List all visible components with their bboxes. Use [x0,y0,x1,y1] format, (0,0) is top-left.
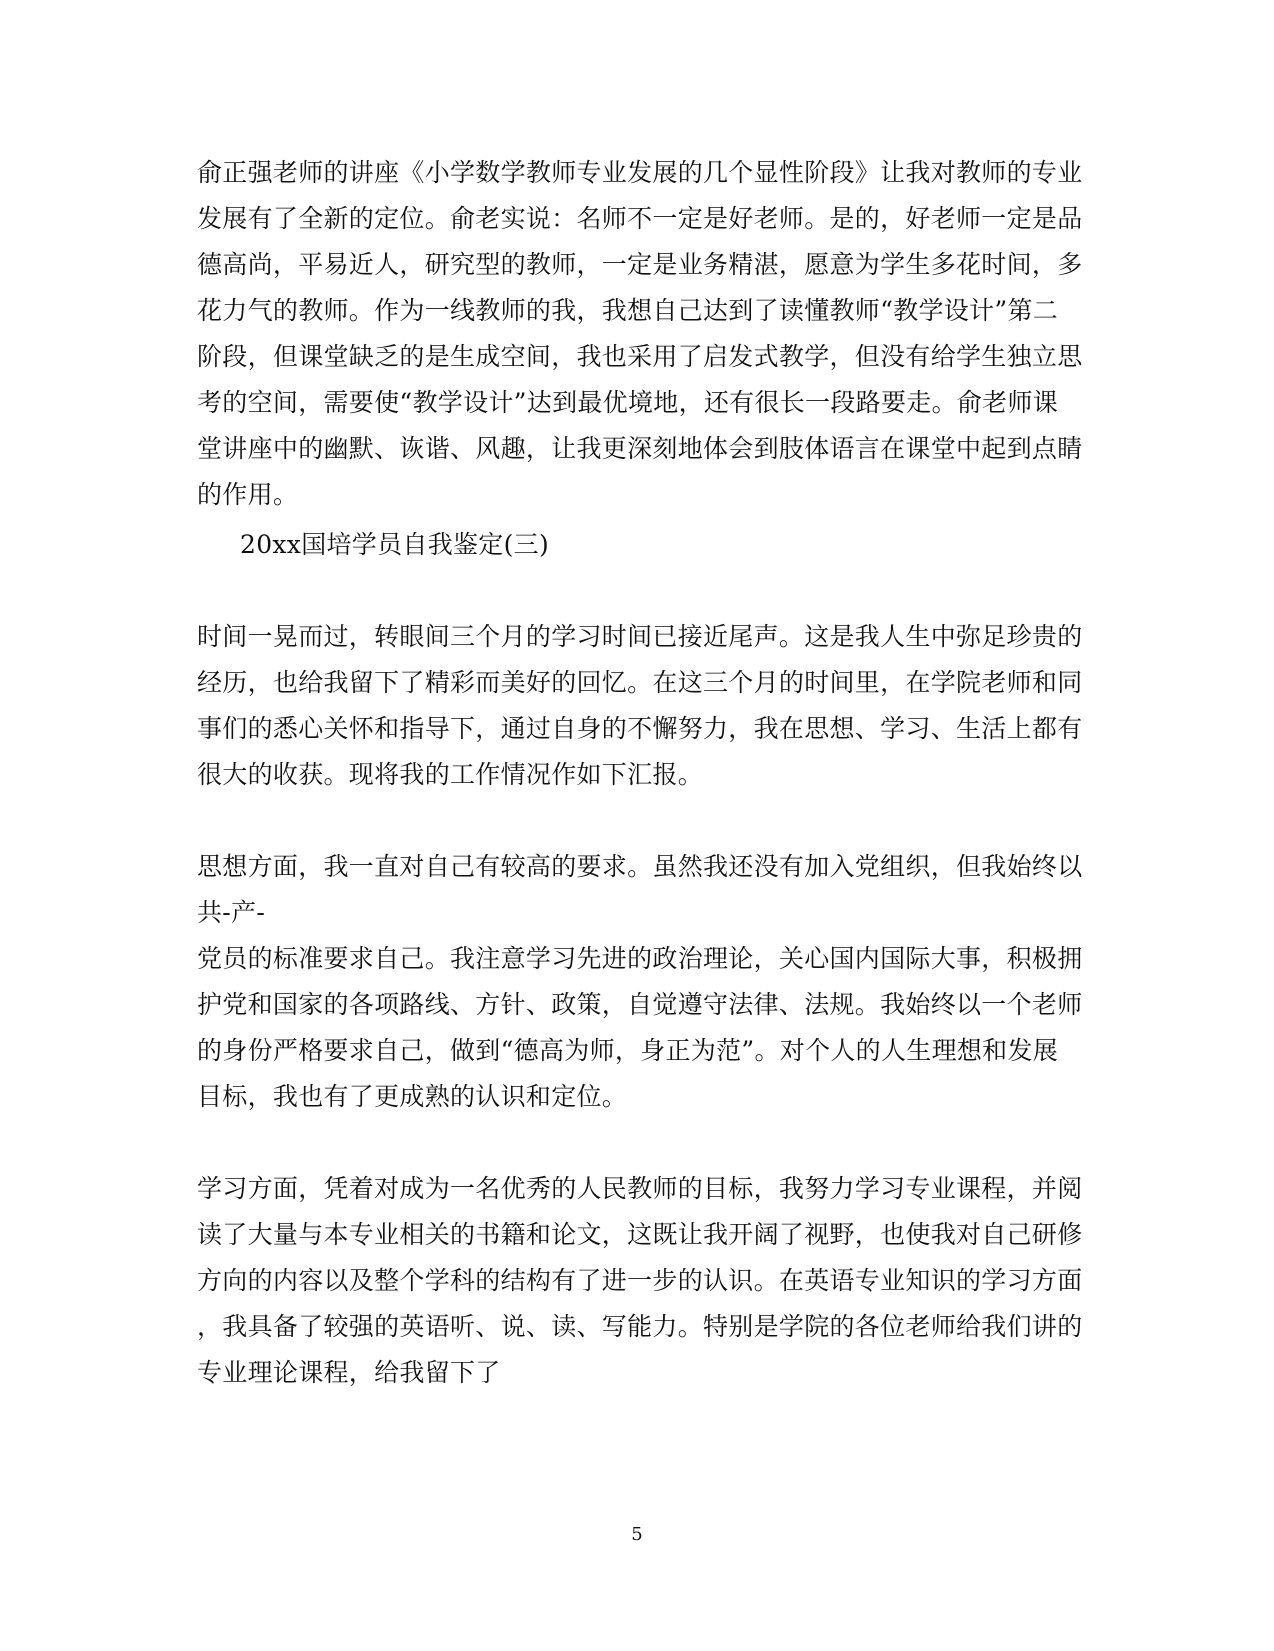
text-line: ，我具备了较强的英语听、说、读、写能力。特别是学院的各位老师给我们讲的 [197,1312,1083,1341]
text-line: 很大的收获。现将我的工作情况作如下汇报。 [197,760,704,789]
page-number: 5 [631,1524,643,1545]
text-line: 考的空间，需要使“教学设计”达到最优境地，还有很长一段路要走。俞老师课 [197,388,1059,417]
text-line: 学习方面，凭着对成为一名优秀的人民教师的目标，我努力学习专业课程，并阅 [197,1174,1083,1203]
text-line: 发展有了全新的定位。俞老实说：名师不一定是好老师。是的，好老师一定是品 [197,204,1083,233]
text-line: 专业理论课程，给我留下了 [197,1358,501,1387]
text-line: 的作用。 [197,480,299,509]
text-line: 读了大量与本专业相关的书籍和论文，这既让我开阔了视野，也使我对自己研修 [197,1220,1083,1249]
text-line: 花力气的教师。作为一线教师的我，我想自己达到了读懂教师“教学设计”第二 [197,296,1059,325]
text-line: 阶段，但课堂缺乏的是生成空间，我也采用了启发式教学，但没有给学生独立思 [197,342,1083,371]
text-line: 德高尚，平易近人，研究型的教师，一定是业务精湛，愿意为学生多花时间，多 [197,250,1083,279]
text-line: 的身份严格要求自己，做到“德高为师，身正为范”。对个人的人生理想和发展 [197,1036,1059,1065]
text-line: 目标，我也有了更成熟的认识和定位。 [197,1082,628,1111]
text-line: 堂讲座中的幽默、诙谐、风趣，让我更深刻地体会到肢体语言在课堂中起到点睛 [197,434,1083,463]
text-line: 经历，也给我留下了精彩而美好的回忆。在这三个月的时间里，在学院老师和同 [197,668,1083,697]
section-heading: 20xx国培学员自我鉴定(三) [240,530,550,559]
text-line: 思想方面，我一直对自己有较高的要求。虽然我还没有加入党组织，但我始终以 [197,852,1083,881]
text-line: 共-产- [197,898,266,927]
text-line: 俞正强老师的讲座《小学数学教师专业发展的几个显性阶段》让我对教师的专业 [197,158,1083,187]
text-line: 护党和国家的各项路线、方针、政策，自觉遵守法律、法规。我始终以一个老师 [197,990,1083,1019]
text-line: 事们的悉心关怀和指导下，通过自身的不懈努力，我在思想、学习、生活上都有 [197,714,1083,743]
text-line: 时间一晃而过，转眼间三个月的学习时间已接近尾声。这是我人生中弥足珍贵的 [197,622,1083,651]
text-line: 方向的内容以及整个学科的结构有了进一步的认识。在英语专业知识的学习方面 [197,1266,1083,1295]
text-line: 党员的标准要求自己。我注意学习先进的政治理论，关心国内国际大事，积极拥 [197,944,1083,973]
